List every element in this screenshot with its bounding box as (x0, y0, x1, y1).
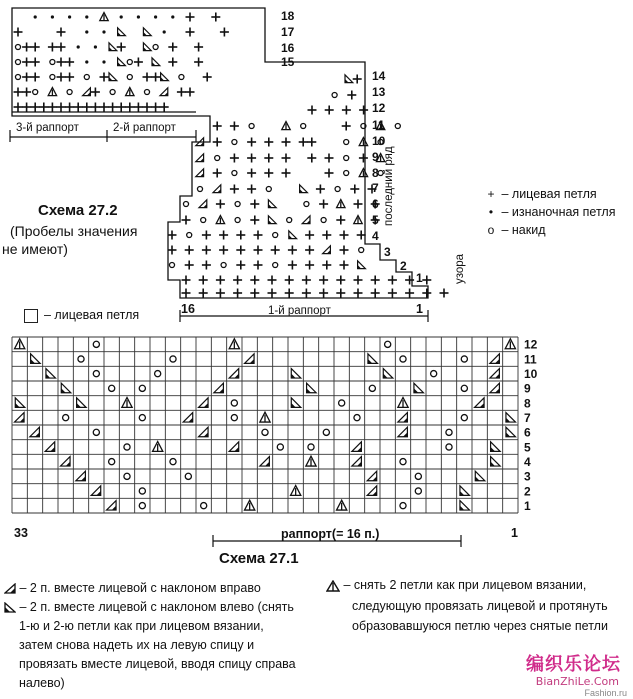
yarnover-symbol-icon (78, 356, 84, 362)
right-decrease-icon (112, 506, 116, 510)
right-decrease-icon (495, 374, 499, 378)
left-decrease-icon (4, 602, 16, 613)
yarnover-symbol-icon (109, 385, 115, 391)
purl-symbol-icon (163, 30, 166, 33)
yarnover-symbol-icon (461, 415, 467, 421)
yarnover-symbol-icon (15, 74, 20, 79)
right-decrease-icon (372, 476, 376, 480)
repeat-label-3: 3-й раппорт (16, 122, 79, 134)
yarnover-symbol-icon (461, 356, 467, 362)
right-decrease-icon (495, 359, 499, 363)
left-decrease-icon (291, 403, 295, 407)
yarnover-symbol-icon (201, 217, 206, 222)
yarnover-symbol-icon (93, 341, 99, 347)
right-decrease-icon (200, 173, 204, 177)
left-decrease-icon (475, 476, 479, 480)
right-decrease-icon (403, 418, 407, 422)
yarnover-symbol-icon (235, 217, 240, 222)
yarnover-symbol-icon (231, 415, 237, 421)
yarnover-symbol-icon (139, 415, 145, 421)
yarnover-symbol-icon: o (487, 223, 495, 237)
yarnover-symbol-icon (139, 503, 145, 509)
row-number: 2 (524, 484, 531, 499)
yarnover-symbol-icon (400, 503, 406, 509)
purl-symbol-icon (171, 15, 174, 18)
left-decrease-icon (109, 47, 113, 51)
row-number: 17 (281, 25, 295, 39)
right-decrease-icon (66, 462, 70, 466)
column-number: 16 (181, 302, 195, 316)
left-decrease-icon (268, 204, 272, 208)
yarnover-symbol-icon (400, 356, 406, 362)
yarnover-symbol-icon (153, 44, 158, 49)
yarnover-symbol-icon (235, 201, 240, 206)
yarnover-symbol-icon (273, 262, 278, 267)
left-decrease-icon (460, 491, 464, 495)
yarnover-symbol-icon (50, 59, 55, 64)
repeat-label-1: 1-й раппорт (268, 305, 331, 317)
yarnover-symbol-icon (446, 429, 452, 435)
row-number: 9 (524, 381, 531, 396)
knit-symbol-icon: + (487, 187, 495, 201)
left-decrease-icon (15, 403, 19, 407)
left-decrease-icon (77, 403, 81, 407)
yarnover-symbol-icon (232, 139, 237, 144)
legend-left-decrease: – 2 п. вместе лицевой с наклоном влево (снять (4, 598, 294, 616)
purl-symbol-icon (94, 45, 97, 48)
right-decrease-icon (372, 491, 376, 495)
purl-symbol-icon (85, 30, 88, 33)
right-decrease-icon (4, 583, 16, 594)
row-number: 14 (372, 69, 386, 83)
column-number: 1 (511, 526, 518, 540)
repeat-label: раппорт(= 16 п.) (281, 527, 380, 541)
legend-right-decrease: – 2 п. вместе лицевой с наклоном вправо (4, 579, 261, 597)
right-decrease-icon (204, 403, 208, 407)
row-number: 1 (524, 499, 531, 514)
right-decrease-icon (188, 418, 192, 422)
row-number: 8 (372, 166, 379, 180)
scheme-27-2-note: не имеют) (2, 241, 68, 257)
right-decrease-icon (250, 359, 254, 363)
row-number: 5 (524, 440, 531, 455)
row-number: 6 (524, 425, 531, 440)
yarnover-symbol-icon (339, 400, 345, 406)
scheme-27-2-title: Схема 27.2 (38, 202, 118, 219)
yarnover-symbol-icon (144, 89, 149, 94)
yarnover-symbol-icon (124, 444, 130, 450)
row-number: 7 (524, 411, 531, 426)
yarnover-symbol-icon (183, 201, 188, 206)
right-decrease-icon (495, 388, 499, 392)
yarnover-symbol-icon (301, 123, 306, 128)
yarnover-symbol-icon (446, 444, 452, 450)
yarnover-symbol-icon (332, 92, 337, 97)
right-decrease-icon (87, 92, 91, 96)
legend-text: затем снова надеть их на левую спицу и (19, 638, 255, 652)
yarnover-symbol-icon (304, 201, 309, 206)
yarnover-symbol-icon (415, 473, 421, 479)
row-number: 12 (524, 337, 538, 352)
left-decrease-icon (491, 447, 495, 451)
yarnover-symbol-icon (170, 459, 176, 465)
purl-symbol-icon (77, 45, 80, 48)
yarnover-symbol-icon (63, 415, 69, 421)
yarnover-symbol-icon (221, 262, 226, 267)
yarnover-symbol-icon (201, 503, 207, 509)
yarnover-symbol-icon (431, 371, 437, 377)
row-number: 7 (372, 181, 379, 195)
purl-symbol-icon (68, 15, 71, 18)
repeat-label-2: 2-й раппорт (113, 122, 176, 134)
row-number: 8 (524, 396, 531, 411)
chart-labels (281, 9, 423, 285)
yarnover-symbol-icon (335, 186, 340, 191)
left-decrease-icon (109, 77, 113, 81)
left-decrease-icon (307, 388, 311, 392)
legend-yarnover: o – накид (484, 221, 546, 239)
empty-square-icon (24, 309, 38, 323)
legend-text: провязать вместе лицевой, вводя спицу справа (19, 657, 296, 671)
right-decrease-icon (306, 220, 310, 224)
scheme-27-2-note: (Пробелы значения (10, 223, 138, 239)
watermark-small: Fashion.ru (584, 688, 627, 698)
right-decrease-icon (200, 158, 204, 162)
left-decrease-icon (506, 418, 510, 422)
yarnover-symbol-icon (67, 89, 72, 94)
right-decrease-icon (480, 403, 484, 407)
left-decrease-icon (460, 506, 464, 510)
left-decrease-icon (289, 235, 293, 239)
left-decrease-icon (506, 432, 510, 436)
yarnover-symbol-icon (50, 74, 55, 79)
yarnover-symbol-icon (415, 488, 421, 494)
row-number: 11 (524, 352, 537, 367)
legend-purl: • – изнаночная петля (484, 203, 616, 221)
yarnover-symbol-icon (321, 217, 326, 222)
left-decrease-icon (61, 388, 65, 392)
purl-symbol-icon (34, 15, 37, 18)
yarnover-symbol-icon (109, 459, 115, 465)
left-decrease-icon (118, 62, 122, 66)
row-number: 6 (372, 197, 379, 211)
chart-outline (12, 8, 428, 298)
scheme-27-1-title: Схема 27.1 (219, 550, 299, 567)
yarnover-symbol-icon (170, 356, 176, 362)
yarnover-symbol-icon (249, 123, 254, 128)
left-decrease-icon (268, 220, 272, 224)
right-decrease-icon (50, 447, 54, 451)
yarnover-symbol-icon (93, 429, 99, 435)
column-number: 33 (14, 526, 28, 540)
yarnover-symbol-icon (127, 59, 132, 64)
yarnover-symbol-icon (231, 400, 237, 406)
yarnover-symbol-icon (344, 139, 349, 144)
purl-symbol-icon (51, 15, 54, 18)
yarnover-symbol-icon (187, 232, 192, 237)
yarnover-symbol-icon (179, 74, 184, 79)
chart-27-1 (12, 337, 538, 547)
right-decrease-icon (234, 374, 238, 378)
left-decrease-icon (46, 374, 50, 378)
yarnover-symbol-icon (124, 473, 130, 479)
row-number: 16 (281, 41, 295, 55)
yarnover-symbol-icon (400, 459, 406, 465)
row-number: 4 (372, 229, 379, 243)
double-decrease-icon (326, 580, 340, 592)
watermark-logo: 编织乐论坛 (526, 654, 621, 675)
row-number: 10 (524, 367, 538, 382)
row-number: 5 (372, 213, 379, 227)
yarnover-symbol-icon (139, 385, 145, 391)
yarnover-symbol-icon (33, 89, 38, 94)
yarnover-symbol-icon (15, 44, 20, 49)
left-decrease-icon (358, 265, 362, 269)
yarnover-symbol-icon (110, 89, 115, 94)
right-decrease-icon (357, 462, 361, 466)
yarnover-symbol-icon (359, 247, 364, 252)
yarnover-symbol-icon (84, 74, 89, 79)
yarnover-symbol-icon (15, 59, 20, 64)
yarnover-symbol-icon (185, 473, 191, 479)
right-decrease-icon (403, 432, 407, 436)
row-number: 2 (400, 259, 407, 273)
right-decrease-icon (81, 476, 85, 480)
purl-symbol-icon (102, 30, 105, 33)
left-decrease-icon (300, 189, 304, 193)
left-decrease-icon (491, 462, 495, 466)
right-decrease-icon (204, 432, 208, 436)
left-decrease-icon (383, 374, 387, 378)
yarnover-symbol-icon (323, 429, 329, 435)
row-number: 3 (384, 245, 391, 259)
left-decrease-icon (31, 359, 35, 363)
row-number: 9 (372, 150, 379, 164)
legend-square-text: – лицевая петля (44, 308, 140, 322)
yarnover-symbol-icon (93, 371, 99, 377)
legend-text: 1-ю и 2-ю петли как при лицевом вязании, (19, 619, 264, 633)
row-number: 3 (524, 469, 531, 484)
purl-symbol-icon (85, 15, 88, 18)
row-number: 4 (524, 455, 531, 470)
watermark-url: BianZhiLe.Com (535, 675, 619, 688)
legend-knit: + – лицевая петля (484, 185, 597, 203)
row-number: 10 (372, 134, 386, 148)
column-number: 1 (416, 302, 423, 316)
right-decrease-icon (234, 447, 238, 451)
row-number: 13 (372, 85, 386, 99)
right-decrease-icon (219, 388, 223, 392)
legend-text: образовавшуюся петлю через снятые петли (352, 619, 608, 633)
yarnover-symbol-icon (461, 385, 467, 391)
row-number: 12 (372, 101, 386, 115)
yarnover-symbol-icon (344, 170, 349, 175)
right-decrease-icon (35, 432, 39, 436)
yarnover-symbol-icon (385, 341, 391, 347)
yarnover-symbol-icon (197, 186, 202, 191)
right-decrease-icon (265, 462, 269, 466)
yarnover-symbol-icon (215, 155, 220, 160)
yarnover-symbol-icon (369, 385, 375, 391)
legend-text: налево) (19, 676, 65, 690)
right-decrease-icon (357, 447, 361, 451)
left-decrease-icon (368, 359, 372, 363)
yarnover-symbol-icon (287, 217, 292, 222)
left-decrease-icon (118, 32, 122, 36)
right-decrease-icon (327, 250, 331, 254)
purl-symbol-icon (137, 15, 140, 18)
purl-symbol-icon (102, 60, 105, 63)
purl-symbol-icon (120, 15, 123, 18)
row-number: 15 (281, 55, 295, 69)
purl-symbol-icon: • (488, 205, 494, 219)
left-decrease-icon (414, 388, 418, 392)
yarnover-symbol-icon (232, 170, 237, 175)
row-number: 11 (372, 118, 385, 132)
yarnover-symbol-icon (273, 232, 278, 237)
row-number: 1 (416, 271, 423, 285)
yarnover-symbol-icon (155, 371, 161, 377)
yarnover-symbol-icon (354, 415, 360, 421)
purl-symbol-icon (85, 60, 88, 63)
right-decrease-icon (96, 491, 100, 495)
vertical-label: последний ряд (383, 146, 395, 226)
legend-text: следующую провязать лицевой и протянуть (352, 599, 608, 613)
yarnover-symbol-icon (169, 262, 174, 267)
yarnover-symbol-icon (139, 488, 145, 494)
yarnover-symbol-icon (262, 429, 268, 435)
yarnover-symbol-icon (344, 155, 349, 160)
yarnover-symbol-icon (127, 74, 132, 79)
yarnover-symbol-icon (277, 444, 283, 450)
legend-double-decrease: – снять 2 петли как при лицевом вязании, (326, 576, 586, 594)
purl-symbol-icon (154, 15, 157, 18)
vertical-label: узора (454, 253, 466, 284)
yarnover-symbol-icon (308, 444, 314, 450)
left-decrease-icon (291, 374, 295, 378)
right-decrease-icon (20, 418, 24, 422)
yarnover-symbol-icon (266, 186, 271, 191)
row-number: 18 (281, 9, 295, 23)
